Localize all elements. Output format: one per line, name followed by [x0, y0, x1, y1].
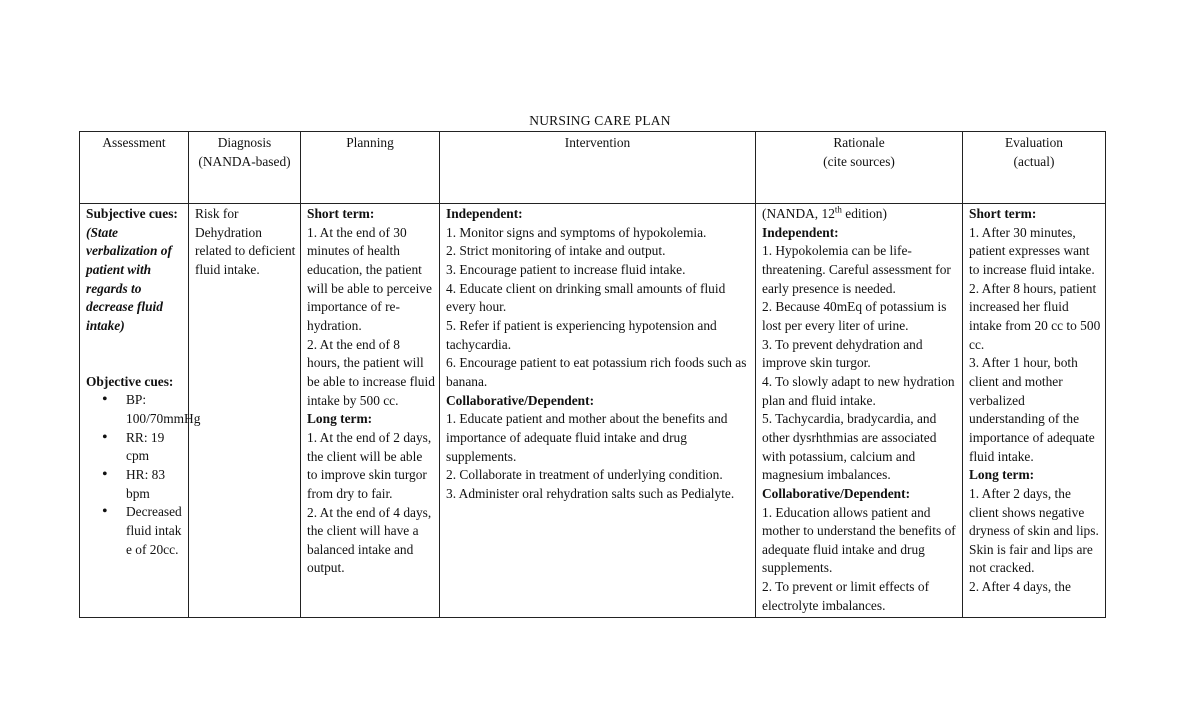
header-intervention: Intervention — [440, 132, 756, 204]
evaluation-item: 2. After 8 hours, patient increased her fluid intake from 20 cc to 500 cc. — [969, 280, 1101, 352]
objective-cue-item: • RR: 19 cpm — [126, 429, 186, 466]
rationale-item: 2. To prevent or limit effects of electrolyte imbalances. — [762, 579, 930, 613]
planning-item: 2. At the end of 4 days, the client will have a balanced intake and output. — [307, 504, 432, 576]
rationale-item: 1. Hypokolemia can be life-threatening. Careful assessment for early presence is needed. — [762, 243, 951, 296]
nursing-care-plan-table — [79, 131, 1106, 618]
header-planning: Planning — [301, 132, 440, 204]
planning-item: 1. At the end of 30 minutes of health education, the patient will be able to perceive importance of re-hydration. — [307, 224, 432, 333]
rationale-source: (NANDA, 12th edition) — [762, 204, 887, 221]
rationale-independent-heading: Independent: — [762, 224, 839, 240]
diagnosis-cell — [189, 204, 301, 618]
intervention-item: 6. Encourage patient to eat potassium rich foods such as banana. — [446, 355, 747, 389]
intervention-item: 2. Strict monitoring of intake and output. — [446, 243, 666, 259]
evaluation-item: 3. After 1 hour, both client and mother verbalized understanding of the importance of adequate fluid intake. — [969, 355, 1095, 464]
intervention-item: 5. Refer if patient is experiencing hypotension and tachycardia. — [446, 317, 717, 352]
intervention-independent-heading: Independent: — [446, 206, 523, 221]
content-row — [80, 204, 1106, 618]
subjective-cues-text: (State verbalization of patient with regards to decrease fluid intake) — [86, 224, 172, 333]
intervention-item: 3. Encourage patient to increase fluid intake. — [446, 261, 686, 277]
header-row — [80, 132, 1106, 204]
evaluation-item: 2. After 4 days, the — [969, 579, 1071, 595]
subjective-cues-heading: Subjective cues: — [86, 206, 178, 221]
rationale-item: 1. Education allows patient and mother to understand the benefits of adequate fluid intake and drug supplements. — [762, 504, 956, 576]
header-evaluation: Evaluation (actual) — [963, 132, 1106, 204]
rationale-item: 5. Tachycardia, bradycardia, and other dysrhthmias are associated with potassium, calcium and magnesium imbalances. — [762, 411, 937, 483]
planning-item: 1. At the end of 2 days, the client will be able to improve skin turgor from dry to fair. — [307, 429, 432, 501]
intervention-item: 3. Administer oral rehydration salts such as Pedialyte. — [446, 485, 735, 501]
objective-cue-item: • HR: 83 bpm — [126, 466, 186, 503]
intervention-collab-heading: Collaborative/Dependent: — [446, 392, 595, 408]
rationale-item: 3. To prevent dehydration and improve skin turgor. — [762, 336, 923, 371]
intervention-item: 1. Monitor signs and symptoms of hypokolemia. — [446, 224, 707, 240]
rationale-cell — [756, 204, 963, 618]
header-diagnosis: Diagnosis (NANDA-based) — [189, 132, 301, 204]
assessment-cell — [80, 204, 201, 618]
objective-cues-heading: Objective cues: — [86, 373, 174, 389]
objective-cue-item: • Decreased fluid intake of 20cc. — [126, 503, 186, 559]
planning-cell — [301, 204, 440, 618]
rationale-item: 2. Because 40mEq of potassium is lost per every liter of urine. — [762, 299, 947, 333]
objective-cue-item: • BP: 100/70mmHg — [126, 391, 186, 428]
intervention-cell — [440, 204, 756, 618]
planning-item: 2. At the end of 8 hours, the patient will be able to increase fluid intake by 500 cc. — [307, 336, 435, 408]
planning-long-term-heading: Long term: — [307, 411, 373, 427]
objective-cues-list — [86, 391, 201, 559]
evaluation-long-term-heading: Long term: — [969, 467, 1035, 483]
header-rationale: Rationale (cite sources) — [756, 132, 963, 204]
header-assessment: Assessment — [80, 132, 189, 204]
evaluation-item: 1. After 2 days, the client shows negative dryness of skin and lips. Skin is fair and lips are not cracked. — [969, 485, 1099, 576]
planning-short-term-heading: Short term: — [307, 206, 375, 221]
intervention-item: 4. Educate client on drinking small amounts of fluid every hour. — [446, 280, 726, 315]
evaluation-item: 1. After 30 minutes, patient expresses want to increase fluid intake. — [969, 224, 1095, 277]
document-title: NURSING CARE PLAN — [529, 113, 671, 128]
intervention-item: 1. Educate patient and mother about the benefits and importance of adequate fluid intake and drug supplements. — [446, 411, 728, 464]
intervention-item: 2. Collaborate in treatment of underlying condition. — [446, 467, 723, 483]
rationale-collab-heading: Collaborative/Dependent: — [762, 485, 911, 501]
evaluation-cell — [963, 204, 1106, 618]
evaluation-short-term-heading: Short term: — [969, 206, 1037, 221]
diagnosis-text: Risk for Dehydration related to deficient fluid intake. — [195, 206, 296, 277]
rationale-item: 4. To slowly adapt to new hydration plan and fluid intake. — [762, 373, 955, 408]
